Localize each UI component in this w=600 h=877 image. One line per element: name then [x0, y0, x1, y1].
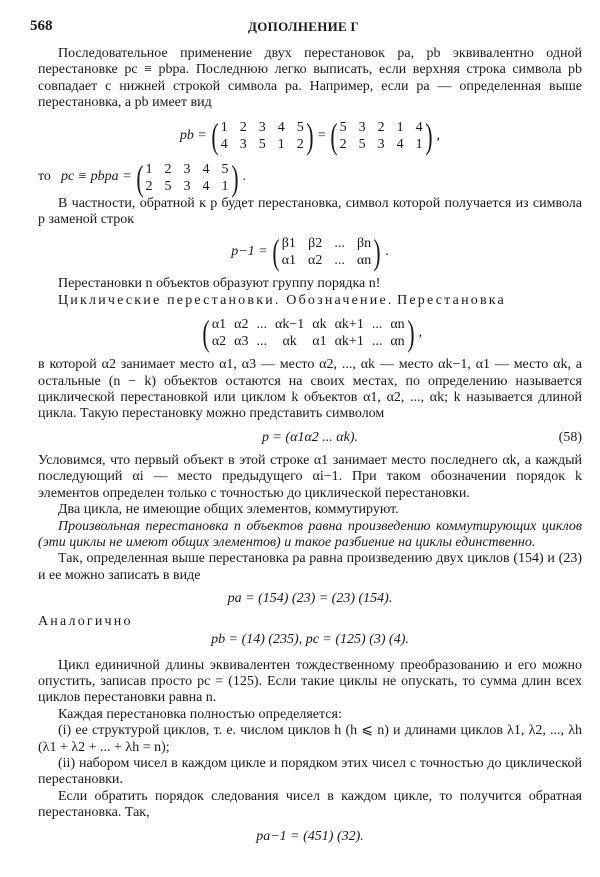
eq58-body: p = (α1α2 ... αk). — [261, 429, 359, 445]
cycles-heading-rest: Перестановка — [397, 292, 506, 308]
matrix-pb-left-cells: 1 2 3 4 5 4 3 5 1 2 — [220, 119, 304, 152]
page-header — [0, 18, 600, 38]
matrix-pinv: ( β1 β2 ... βn α1 α2 ... αn ) — [272, 232, 381, 273]
paragraph-similarly: Аналогично — [38, 614, 133, 630]
eq58-number: (58) — [558, 429, 582, 445]
paragraph-cycles-heading — [38, 293, 582, 309]
paragraph-determined: Каждая перестановка полностью определяется: — [58, 706, 342, 722]
matrix-pc-cells: 1 2 3 4 5 2 5 3 4 1 — [145, 161, 229, 194]
eq-pb-lhs: pb = — [179, 127, 207, 143]
eq-pinv-lhs: p−1 = — [231, 244, 268, 260]
equation-p-inverse: p−1 = ( β1 β2 ... βn α1 α2 ... αn ) . — [231, 232, 389, 273]
equation-pa-inverse: pa−1 = (451) (32). — [256, 828, 364, 844]
paragraph-composition: Последовательное применение двух перестановок pa, pb эквивалентно одной перестановке pc ≡ pbpa. Последнюю легко выписать, если верхняя строка символа pb совпадает с нижней строкой символа pa. Например, если pa — определенная выше перестановка, а pb имеет вид — [38, 46, 582, 111]
eq-pb-equals: = — [317, 127, 326, 143]
paragraph-unit-cycle: Цикл единичной длины эквивалентен тождественному преобразованию и его можно опустить, записав просто pc = (125). Если такие циклы не опускать, то сумма длин всех циклов перестановки равна n. — [38, 657, 582, 706]
paragraph-convention: Условимся, что первый объект в этой строке α1 занимает место последнего αk, а каждый последующий αi — место предыдущего αi−1. При таком обозначении порядок k элементов определен только с точностью до циклической перестановки. — [38, 452, 582, 501]
eq-pc-prefix: то — [38, 169, 51, 185]
paragraph-commute: Два цикла, не имеющие общих элементов, коммутируют. — [58, 502, 399, 518]
matrix-pc: ( 1 2 3 4 5 2 5 3 4 1 ) — [135, 157, 239, 198]
paragraph-group: Перестановки n объектов образуют группу порядка n! — [58, 276, 381, 292]
equation-pb-pc-cycles: pb = (14) (235), pc = (125) (3) (4). — [211, 631, 409, 647]
running-title: ДОПОЛНЕНИЕ Г — [248, 19, 360, 34]
equation-pa-cycles: pa = (154) (23) = (23) (154). — [227, 591, 393, 607]
paragraph-item-ii: (ii) набором чисел в каждом цикле и порядком этих чисел с точностью до циклической перестановки. — [38, 755, 582, 788]
matrix-pb-right-cells: 5 3 2 1 4 2 5 3 4 1 — [339, 119, 423, 152]
matrix-cycle: ( α1 α2 ... αk−1 αk αk+1 ... αn α2 α3 ... αk α1 αk+1 ... αn ) — [202, 313, 415, 354]
matrix-cycle-cells: α1 α2 ... αk−1 αk αk+1 ... αn α2 α3 ... αk α1 αk+1 ... αn — [211, 317, 405, 350]
equation-pb: pb = ( 1 2 3 4 5 4 3 5 1 2 ) = ( 5 3 2 1 4 2 5 3 4 1 ) , — [179, 115, 441, 156]
eq-pc-lhs: pc ≡ pbpa = — [60, 169, 132, 185]
matrix-pb-right: ( 5 3 2 1 4 2 5 3 4 1 ) — [330, 115, 433, 156]
cycles-heading-spaced: Циклические перестановки. Обозначение. — [58, 292, 394, 308]
paragraph-cycle-def: в которой α2 занимает место α1, α3 — место α2, ..., αk — место αk−1, α1 — место αk, а остальные (n − k) объектов остаются на своих местах, по определению называется циклической перестановкой или циклом k объектов α1, α2, ..., αk; k называется длиной цикла. Такую перестановку можно представить символом — [38, 357, 582, 422]
paragraph-example: Так, определенная выше перестановка pa равна произведению двух циклов (154) и (23) и ее можно записать в виде — [38, 551, 582, 583]
equation-pc: то pc ≡ pbpa = ( 1 2 3 4 5 2 5 3 4 1 ) . — [38, 157, 247, 198]
paragraph-inverse: В частности, обратной к p будет перестановка, символ которой получается из символа p заменой строк — [38, 195, 582, 228]
paragraph-theorem: Произвольная перестановка n объектов равна произведению коммутирующих циклов (эти циклы не имеют общих элементов) и такое разбиение на циклы единственно. — [38, 518, 582, 550]
paragraph-reverse: Если обратить порядок следования чисел в каждом цикле, то получится обратная перестановка. Так, — [38, 788, 582, 821]
matrix-pinv-cells: β1 β2 ... βn α1 α2 ... αn — [281, 236, 372, 269]
matrix-pb-left: ( 1 2 3 4 5 4 3 5 1 2 ) — [211, 115, 314, 156]
page-body — [38, 46, 582, 852]
paragraph-item-i: (i) ее структурой циклов, т. е. числом циклов h (h ⩽ n) и длинами циклов λ1, λ2, ..., λh (λ1 + λ2 + ... + λh = n); — [38, 723, 582, 755]
page-number: 568 — [30, 18, 53, 34]
equation-cycle-matrix: ( α1 α2 ... αk−1 αk αk+1 ... αn α2 α3 ... αk α1 αk+1 ... αn ) , — [38, 315, 582, 351]
equation-58 — [38, 429, 582, 447]
